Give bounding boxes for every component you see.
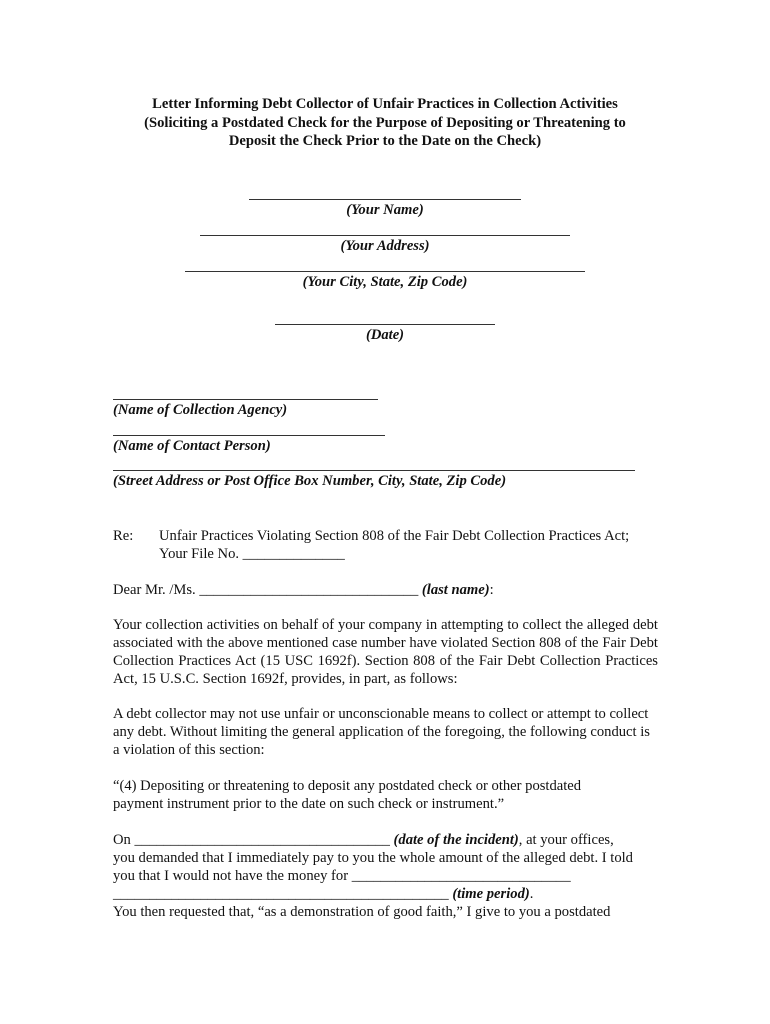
- date-label: (Date): [365, 327, 405, 343]
- street-line: [113, 470, 635, 471]
- paragraph-2: A debt collector may not use unfair or unconscionable means to collect or attempt to collect any debt. Without limiting the general application of the foregoing, the following conduct is a violation of this section:: [113, 706, 650, 758]
- sender-address-label: (Your Address): [340, 238, 430, 254]
- street-label: (Street Address or Post Office Box Number, City, State, Zip Code): [113, 473, 507, 489]
- incident-line-5: You then requested that, “as a demonstration of good faith,” I give to you a postdated: [113, 904, 611, 920]
- incident-on-text: On ___________________________________: [113, 832, 394, 848]
- re-line-1: Unfair Practices Violating Section 808 of the Fair Debt Collection Practices Act;: [159, 528, 630, 544]
- salutation: [113, 581, 658, 599]
- incident-after-date: , at your offices,: [518, 832, 614, 848]
- sender-name-label: (Your Name): [346, 202, 424, 218]
- agency-line: [113, 399, 378, 400]
- sender-name-line: [249, 199, 521, 200]
- incident-date-placeholder: (date of the incident): [393, 832, 519, 848]
- title-line-1: Letter Informing Debt Collector of Unfair Practices in Collection Activities: [152, 96, 618, 112]
- incident-line-1: [113, 831, 658, 849]
- last-name-placeholder: (last name): [421, 582, 490, 598]
- incident-line-4: [113, 885, 658, 903]
- document-title: [100, 95, 670, 151]
- contact-line: [113, 435, 385, 436]
- salutation-suffix: :: [489, 582, 494, 598]
- re-line-2: Your File No. ______________: [159, 546, 345, 562]
- sender-city-label: (Your City, State, Zip Code): [302, 274, 468, 290]
- time-period-end: .: [529, 886, 534, 902]
- time-period-blank: ______________________________________________: [113, 886, 453, 902]
- sender-city-line: [185, 271, 585, 272]
- title-line-2: (Soliciting a Postdated Check for the Purpose of Depositing or Threatening to: [144, 114, 626, 131]
- agency-label: (Name of Collection Agency): [113, 402, 288, 418]
- time-period-placeholder: (time period): [452, 886, 530, 902]
- re-label: Re:: [113, 528, 134, 544]
- title-line-3: Deposit the Check Prior to the Date on the Check): [228, 133, 542, 149]
- sender-address-line: [200, 235, 570, 236]
- paragraph-3-quote: “(4) Depositing or threatening to deposit any postdated check or other postdated payment instrument prior to the date on such check or instrument.”: [113, 778, 582, 812]
- paragraph-1: Your collection activities on behalf of your company in attempting to collect the alleged debt associated with the above mentioned case number have violated Section 808 of the Fair Debt Collection Practices Act (15 USC 1692f). Section 808 of the Fair Debt Collection Practices Act, 15 U.S.C. Section 1692f, provides, in part, as follows:: [113, 617, 658, 687]
- date-line: [275, 324, 495, 325]
- incident-line-3: you that I would not have the money for ______________________________: [113, 868, 571, 884]
- contact-label: (Name of Contact Person): [113, 438, 271, 454]
- salutation-text: Dear Mr. /Ms. ______________________________: [113, 582, 422, 598]
- incident-line-2: you demanded that I immediately pay to you the whole amount of the alleged debt. I told: [113, 850, 633, 866]
